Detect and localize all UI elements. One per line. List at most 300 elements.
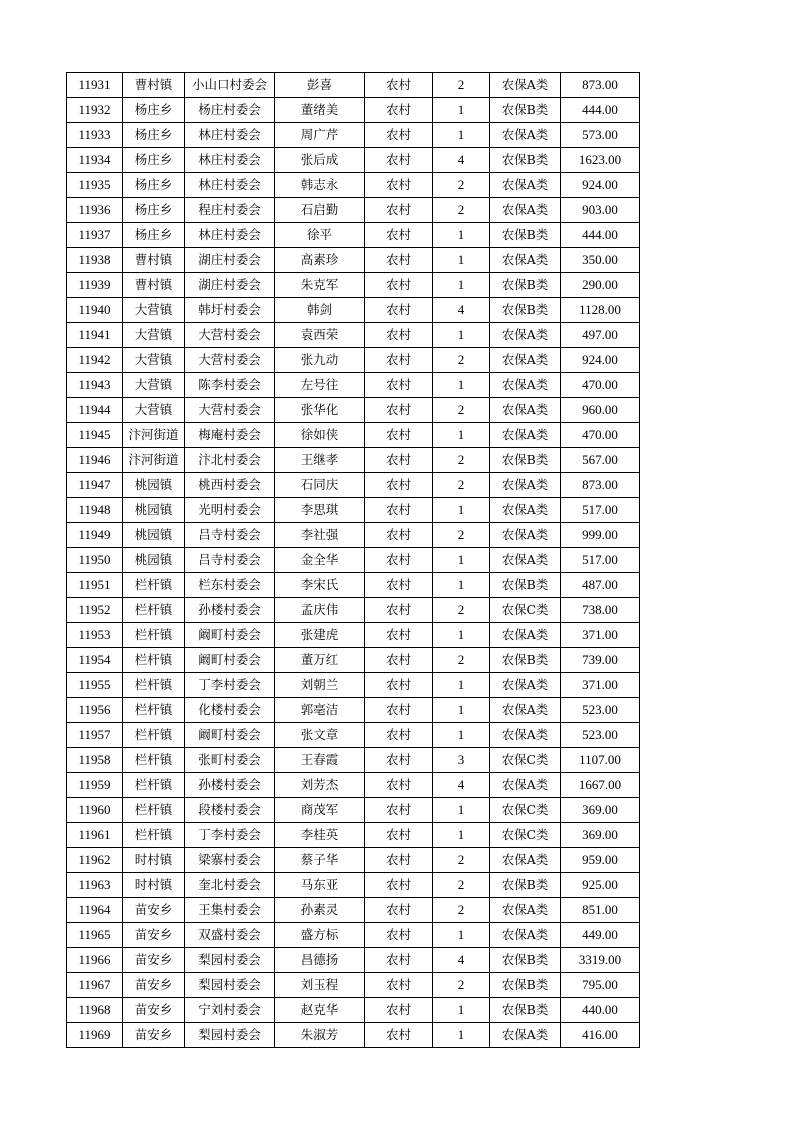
insurance-category-cell: 农保B类 — [490, 648, 561, 673]
insurance-category-cell: 农保A类 — [490, 723, 561, 748]
table-row — [67, 323, 640, 348]
household-type-cell: 农村 — [365, 223, 433, 248]
household-type-cell: 农村 — [365, 198, 433, 223]
household-size-cell: 4 — [433, 773, 490, 798]
household-size-cell: 1 — [433, 1023, 490, 1048]
table-row — [67, 773, 640, 798]
table-row — [67, 73, 640, 98]
village-committee-cell: 小山口村委会 — [185, 73, 275, 98]
village-committee-cell: 吕寺村委会 — [185, 523, 275, 548]
township-cell: 栏杆镇 — [123, 598, 185, 623]
relief-roster-table — [66, 72, 640, 1048]
household-size-cell: 2 — [433, 598, 490, 623]
township-cell: 栏杆镇 — [123, 698, 185, 723]
record-number-cell: 11952 — [67, 598, 123, 623]
village-committee-cell: 林庄村委会 — [185, 223, 275, 248]
insurance-category-cell: 农保A类 — [490, 523, 561, 548]
township-cell: 苗安乡 — [123, 973, 185, 998]
amount-cell: 3319.00 — [561, 948, 640, 973]
table-row — [67, 923, 640, 948]
record-number-cell: 11941 — [67, 323, 123, 348]
amount-cell: 290.00 — [561, 273, 640, 298]
township-cell: 苗安乡 — [123, 923, 185, 948]
table-row — [67, 798, 640, 823]
village-committee-cell: 宁刘村委会 — [185, 998, 275, 1023]
amount-cell: 369.00 — [561, 798, 640, 823]
record-number-cell: 11959 — [67, 773, 123, 798]
village-committee-cell: 张町村委会 — [185, 748, 275, 773]
household-type-cell: 农村 — [365, 623, 433, 648]
household-size-cell: 1 — [433, 573, 490, 598]
record-number-cell: 11931 — [67, 73, 123, 98]
table-row — [67, 898, 640, 923]
household-type-cell: 农村 — [365, 848, 433, 873]
household-size-cell: 2 — [433, 198, 490, 223]
person-name-cell: 高素珍 — [275, 248, 365, 273]
record-number-cell: 11939 — [67, 273, 123, 298]
record-number-cell: 11936 — [67, 198, 123, 223]
person-name-cell: 袁西荣 — [275, 323, 365, 348]
amount-cell: 497.00 — [561, 323, 640, 348]
household-type-cell: 农村 — [365, 698, 433, 723]
person-name-cell: 昌德扬 — [275, 948, 365, 973]
insurance-category-cell: 农保A类 — [490, 73, 561, 98]
township-cell: 苗安乡 — [123, 898, 185, 923]
household-type-cell: 农村 — [365, 523, 433, 548]
record-number-cell: 11935 — [67, 173, 123, 198]
township-cell: 杨庄乡 — [123, 148, 185, 173]
village-committee-cell: 栏东村委会 — [185, 573, 275, 598]
village-committee-cell: 林庄村委会 — [185, 173, 275, 198]
amount-cell: 371.00 — [561, 673, 640, 698]
household-size-cell: 1 — [433, 923, 490, 948]
township-cell: 栏杆镇 — [123, 748, 185, 773]
amount-cell: 903.00 — [561, 198, 640, 223]
amount-cell: 739.00 — [561, 648, 640, 673]
township-cell: 大营镇 — [123, 398, 185, 423]
amount-cell: 1623.00 — [561, 148, 640, 173]
insurance-category-cell: 农保A类 — [490, 198, 561, 223]
township-cell: 栏杆镇 — [123, 723, 185, 748]
table-row — [67, 748, 640, 773]
household-type-cell: 农村 — [365, 923, 433, 948]
person-name-cell: 张建虎 — [275, 623, 365, 648]
person-name-cell: 马东亚 — [275, 873, 365, 898]
village-committee-cell: 大营村委会 — [185, 323, 275, 348]
table-row — [67, 573, 640, 598]
household-size-cell: 1 — [433, 623, 490, 648]
table-row — [67, 223, 640, 248]
village-committee-cell: 湖庄村委会 — [185, 273, 275, 298]
table-row — [67, 723, 640, 748]
person-name-cell: 石同庆 — [275, 473, 365, 498]
household-size-cell: 2 — [433, 848, 490, 873]
township-cell: 桃园镇 — [123, 548, 185, 573]
household-size-cell: 1 — [433, 373, 490, 398]
household-size-cell: 1 — [433, 798, 490, 823]
insurance-category-cell: 农保C类 — [490, 798, 561, 823]
record-number-cell: 11955 — [67, 673, 123, 698]
amount-cell: 487.00 — [561, 573, 640, 598]
person-name-cell: 董万红 — [275, 648, 365, 673]
insurance-category-cell: 农保A类 — [490, 673, 561, 698]
household-size-cell: 3 — [433, 748, 490, 773]
record-number-cell: 11953 — [67, 623, 123, 648]
record-number-cell: 11945 — [67, 423, 123, 448]
record-number-cell: 11966 — [67, 948, 123, 973]
insurance-category-cell: 农保B类 — [490, 273, 561, 298]
township-cell: 大营镇 — [123, 323, 185, 348]
household-type-cell: 农村 — [365, 173, 433, 198]
person-name-cell: 金全华 — [275, 548, 365, 573]
amount-cell: 851.00 — [561, 898, 640, 923]
table-row — [67, 248, 640, 273]
person-name-cell: 蔡子华 — [275, 848, 365, 873]
person-name-cell: 徐平 — [275, 223, 365, 248]
amount-cell: 523.00 — [561, 698, 640, 723]
amount-cell: 470.00 — [561, 423, 640, 448]
record-number-cell: 11942 — [67, 348, 123, 373]
table-row — [67, 848, 640, 873]
record-number-cell: 11948 — [67, 498, 123, 523]
table-row — [67, 98, 640, 123]
household-type-cell: 农村 — [365, 298, 433, 323]
record-number-cell: 11969 — [67, 1023, 123, 1048]
record-number-cell: 11951 — [67, 573, 123, 598]
table-row — [67, 973, 640, 998]
township-cell: 杨庄乡 — [123, 223, 185, 248]
household-type-cell: 农村 — [365, 423, 433, 448]
household-type-cell: 农村 — [365, 748, 433, 773]
township-cell: 苗安乡 — [123, 1023, 185, 1048]
village-committee-cell: 丁李村委会 — [185, 673, 275, 698]
record-number-cell: 11938 — [67, 248, 123, 273]
township-cell: 栏杆镇 — [123, 623, 185, 648]
person-name-cell: 孟庆伟 — [275, 598, 365, 623]
household-type-cell: 农村 — [365, 598, 433, 623]
household-type-cell: 农村 — [365, 723, 433, 748]
township-cell: 曹村镇 — [123, 248, 185, 273]
household-type-cell: 农村 — [365, 823, 433, 848]
household-size-cell: 1 — [433, 98, 490, 123]
village-committee-cell: 双盛村委会 — [185, 923, 275, 948]
record-number-cell: 11943 — [67, 373, 123, 398]
household-type-cell: 农村 — [365, 573, 433, 598]
record-number-cell: 11937 — [67, 223, 123, 248]
record-number-cell: 11963 — [67, 873, 123, 898]
amount-cell: 517.00 — [561, 498, 640, 523]
household-type-cell: 农村 — [365, 548, 433, 573]
insurance-category-cell: 农保A类 — [490, 548, 561, 573]
household-size-cell: 1 — [433, 323, 490, 348]
record-number-cell: 11956 — [67, 698, 123, 723]
amount-cell: 795.00 — [561, 973, 640, 998]
table-row — [67, 298, 640, 323]
table-row — [67, 273, 640, 298]
record-number-cell: 11932 — [67, 98, 123, 123]
village-committee-cell: 韩圩村委会 — [185, 298, 275, 323]
household-type-cell: 农村 — [365, 373, 433, 398]
village-committee-cell: 段楼村委会 — [185, 798, 275, 823]
table-row — [67, 123, 640, 148]
table-row — [67, 823, 640, 848]
insurance-category-cell: 农保A类 — [490, 423, 561, 448]
person-name-cell: 盛方标 — [275, 923, 365, 948]
village-committee-cell: 光明村委会 — [185, 498, 275, 523]
household-type-cell: 农村 — [365, 98, 433, 123]
record-number-cell: 11949 — [67, 523, 123, 548]
insurance-category-cell: 农保A类 — [490, 248, 561, 273]
household-size-cell: 1 — [433, 423, 490, 448]
household-size-cell: 4 — [433, 948, 490, 973]
record-number-cell: 11960 — [67, 798, 123, 823]
township-cell: 杨庄乡 — [123, 98, 185, 123]
township-cell: 大营镇 — [123, 348, 185, 373]
person-name-cell: 韩志永 — [275, 173, 365, 198]
township-cell: 汴河街道 — [123, 448, 185, 473]
person-name-cell: 张华化 — [275, 398, 365, 423]
township-cell: 栏杆镇 — [123, 823, 185, 848]
household-type-cell: 农村 — [365, 398, 433, 423]
table-row — [67, 873, 640, 898]
township-cell: 曹村镇 — [123, 73, 185, 98]
township-cell: 杨庄乡 — [123, 198, 185, 223]
amount-cell: 959.00 — [561, 848, 640, 873]
table-row — [67, 348, 640, 373]
amount-cell: 738.00 — [561, 598, 640, 623]
amount-cell: 1667.00 — [561, 773, 640, 798]
village-committee-cell: 梅庵村委会 — [185, 423, 275, 448]
record-number-cell: 11967 — [67, 973, 123, 998]
village-committee-cell: 丁李村委会 — [185, 823, 275, 848]
village-committee-cell: 大营村委会 — [185, 398, 275, 423]
table-row — [67, 698, 640, 723]
insurance-category-cell: 农保A类 — [490, 898, 561, 923]
household-type-cell: 农村 — [365, 498, 433, 523]
village-committee-cell: 林庄村委会 — [185, 123, 275, 148]
township-cell: 时村镇 — [123, 848, 185, 873]
insurance-category-cell: 农保A类 — [490, 498, 561, 523]
household-type-cell: 农村 — [365, 148, 433, 173]
person-name-cell: 王春霞 — [275, 748, 365, 773]
village-committee-cell: 杨庄村委会 — [185, 98, 275, 123]
household-type-cell: 农村 — [365, 73, 433, 98]
table-row — [67, 398, 640, 423]
insurance-category-cell: 农保B类 — [490, 223, 561, 248]
household-type-cell: 农村 — [365, 898, 433, 923]
table-row — [67, 373, 640, 398]
amount-cell: 567.00 — [561, 448, 640, 473]
amount-cell: 873.00 — [561, 73, 640, 98]
household-size-cell: 2 — [433, 898, 490, 923]
household-size-cell: 2 — [433, 173, 490, 198]
amount-cell: 444.00 — [561, 98, 640, 123]
village-committee-cell: 吕寺村委会 — [185, 548, 275, 573]
table-row — [67, 623, 640, 648]
household-type-cell: 农村 — [365, 973, 433, 998]
household-size-cell: 2 — [433, 73, 490, 98]
insurance-category-cell: 农保B类 — [490, 98, 561, 123]
amount-cell: 924.00 — [561, 173, 640, 198]
household-size-cell: 1 — [433, 223, 490, 248]
township-cell: 杨庄乡 — [123, 123, 185, 148]
village-committee-cell: 陈李村委会 — [185, 373, 275, 398]
record-number-cell: 11964 — [67, 898, 123, 923]
table-row — [67, 498, 640, 523]
insurance-category-cell: 农保A类 — [490, 348, 561, 373]
township-cell: 时村镇 — [123, 873, 185, 898]
amount-cell: 873.00 — [561, 473, 640, 498]
person-name-cell: 赵克华 — [275, 998, 365, 1023]
amount-cell: 416.00 — [561, 1023, 640, 1048]
household-size-cell: 1 — [433, 548, 490, 573]
household-size-cell: 1 — [433, 723, 490, 748]
township-cell: 桃园镇 — [123, 473, 185, 498]
person-name-cell: 左号往 — [275, 373, 365, 398]
insurance-category-cell: 农保B类 — [490, 948, 561, 973]
amount-cell: 449.00 — [561, 923, 640, 948]
township-cell: 栏杆镇 — [123, 673, 185, 698]
person-name-cell: 董绪美 — [275, 98, 365, 123]
township-cell: 栏杆镇 — [123, 773, 185, 798]
household-size-cell: 1 — [433, 273, 490, 298]
table-row — [67, 948, 640, 973]
person-name-cell: 周广芹 — [275, 123, 365, 148]
insurance-category-cell: 农保A类 — [490, 373, 561, 398]
household-size-cell: 1 — [433, 248, 490, 273]
record-number-cell: 11933 — [67, 123, 123, 148]
amount-cell: 960.00 — [561, 398, 640, 423]
table-row — [67, 598, 640, 623]
insurance-category-cell: 农保C类 — [490, 748, 561, 773]
household-size-cell: 2 — [433, 973, 490, 998]
table-row — [67, 523, 640, 548]
township-cell: 汴河街道 — [123, 423, 185, 448]
township-cell: 大营镇 — [123, 373, 185, 398]
amount-cell: 369.00 — [561, 823, 640, 848]
table-row — [67, 998, 640, 1023]
insurance-category-cell: 农保A类 — [490, 1023, 561, 1048]
household-type-cell: 农村 — [365, 323, 433, 348]
person-name-cell: 朱淑芳 — [275, 1023, 365, 1048]
household-size-cell: 2 — [433, 473, 490, 498]
table-body — [67, 73, 640, 1048]
village-committee-cell: 奎北村委会 — [185, 873, 275, 898]
amount-cell: 470.00 — [561, 373, 640, 398]
household-type-cell: 农村 — [365, 248, 433, 273]
village-committee-cell: 林庄村委会 — [185, 148, 275, 173]
amount-cell: 371.00 — [561, 623, 640, 648]
record-number-cell: 11954 — [67, 648, 123, 673]
village-committee-cell: 梁寨村委会 — [185, 848, 275, 873]
person-name-cell: 刘芳杰 — [275, 773, 365, 798]
table-row — [67, 1023, 640, 1048]
township-cell: 栏杆镇 — [123, 798, 185, 823]
table-row — [67, 423, 640, 448]
person-name-cell: 商茂军 — [275, 798, 365, 823]
person-name-cell: 张九动 — [275, 348, 365, 373]
table-row — [67, 198, 640, 223]
household-type-cell: 农村 — [365, 348, 433, 373]
village-committee-cell: 孙楼村委会 — [185, 598, 275, 623]
village-committee-cell: 汴北村委会 — [185, 448, 275, 473]
person-name-cell: 李桂英 — [275, 823, 365, 848]
village-committee-cell: 桃西村委会 — [185, 473, 275, 498]
insurance-category-cell: 农保A类 — [490, 923, 561, 948]
insurance-category-cell: 农保B类 — [490, 973, 561, 998]
township-cell: 杨庄乡 — [123, 173, 185, 198]
insurance-category-cell: 农保C类 — [490, 598, 561, 623]
table-row — [67, 148, 640, 173]
amount-cell: 999.00 — [561, 523, 640, 548]
record-number-cell: 11944 — [67, 398, 123, 423]
household-type-cell: 农村 — [365, 448, 433, 473]
amount-cell: 523.00 — [561, 723, 640, 748]
household-type-cell: 农村 — [365, 648, 433, 673]
township-cell: 栏杆镇 — [123, 648, 185, 673]
township-cell: 桃园镇 — [123, 523, 185, 548]
insurance-category-cell: 农保A类 — [490, 773, 561, 798]
village-committee-cell: 阚町村委会 — [185, 648, 275, 673]
household-size-cell: 4 — [433, 148, 490, 173]
person-name-cell: 朱克军 — [275, 273, 365, 298]
record-number-cell: 11947 — [67, 473, 123, 498]
village-committee-cell: 湖庄村委会 — [185, 248, 275, 273]
insurance-category-cell: 农保A类 — [490, 323, 561, 348]
household-size-cell: 4 — [433, 298, 490, 323]
village-committee-cell: 大营村委会 — [185, 348, 275, 373]
insurance-category-cell: 农保A类 — [490, 698, 561, 723]
household-type-cell: 农村 — [365, 273, 433, 298]
household-type-cell: 农村 — [365, 873, 433, 898]
household-type-cell: 农村 — [365, 798, 433, 823]
household-type-cell: 农村 — [365, 123, 433, 148]
insurance-category-cell: 农保B类 — [490, 998, 561, 1023]
person-name-cell: 孙素灵 — [275, 898, 365, 923]
household-size-cell: 2 — [433, 648, 490, 673]
person-name-cell: 韩剑 — [275, 298, 365, 323]
record-number-cell: 11950 — [67, 548, 123, 573]
amount-cell: 1128.00 — [561, 298, 640, 323]
amount-cell: 444.00 — [561, 223, 640, 248]
township-cell: 栏杆镇 — [123, 573, 185, 598]
person-name-cell: 张后成 — [275, 148, 365, 173]
village-committee-cell: 梨园村委会 — [185, 1023, 275, 1048]
insurance-category-cell: 农保C类 — [490, 823, 561, 848]
table-row — [67, 548, 640, 573]
insurance-category-cell: 农保A类 — [490, 623, 561, 648]
insurance-category-cell: 农保A类 — [490, 473, 561, 498]
insurance-category-cell: 农保B类 — [490, 298, 561, 323]
person-name-cell: 郭亳洁 — [275, 698, 365, 723]
village-committee-cell: 化楼村委会 — [185, 698, 275, 723]
household-size-cell: 2 — [433, 398, 490, 423]
village-committee-cell: 孙楼村委会 — [185, 773, 275, 798]
person-name-cell: 刘朝兰 — [275, 673, 365, 698]
person-name-cell: 彭喜 — [275, 73, 365, 98]
household-size-cell: 1 — [433, 498, 490, 523]
record-number-cell: 11965 — [67, 923, 123, 948]
insurance-category-cell: 农保B类 — [490, 148, 561, 173]
village-committee-cell: 程庄村委会 — [185, 198, 275, 223]
amount-cell: 924.00 — [561, 348, 640, 373]
household-type-cell: 农村 — [365, 473, 433, 498]
person-name-cell: 徐如侠 — [275, 423, 365, 448]
record-number-cell: 11961 — [67, 823, 123, 848]
household-type-cell: 农村 — [365, 948, 433, 973]
person-name-cell: 王继孝 — [275, 448, 365, 473]
household-type-cell: 农村 — [365, 773, 433, 798]
